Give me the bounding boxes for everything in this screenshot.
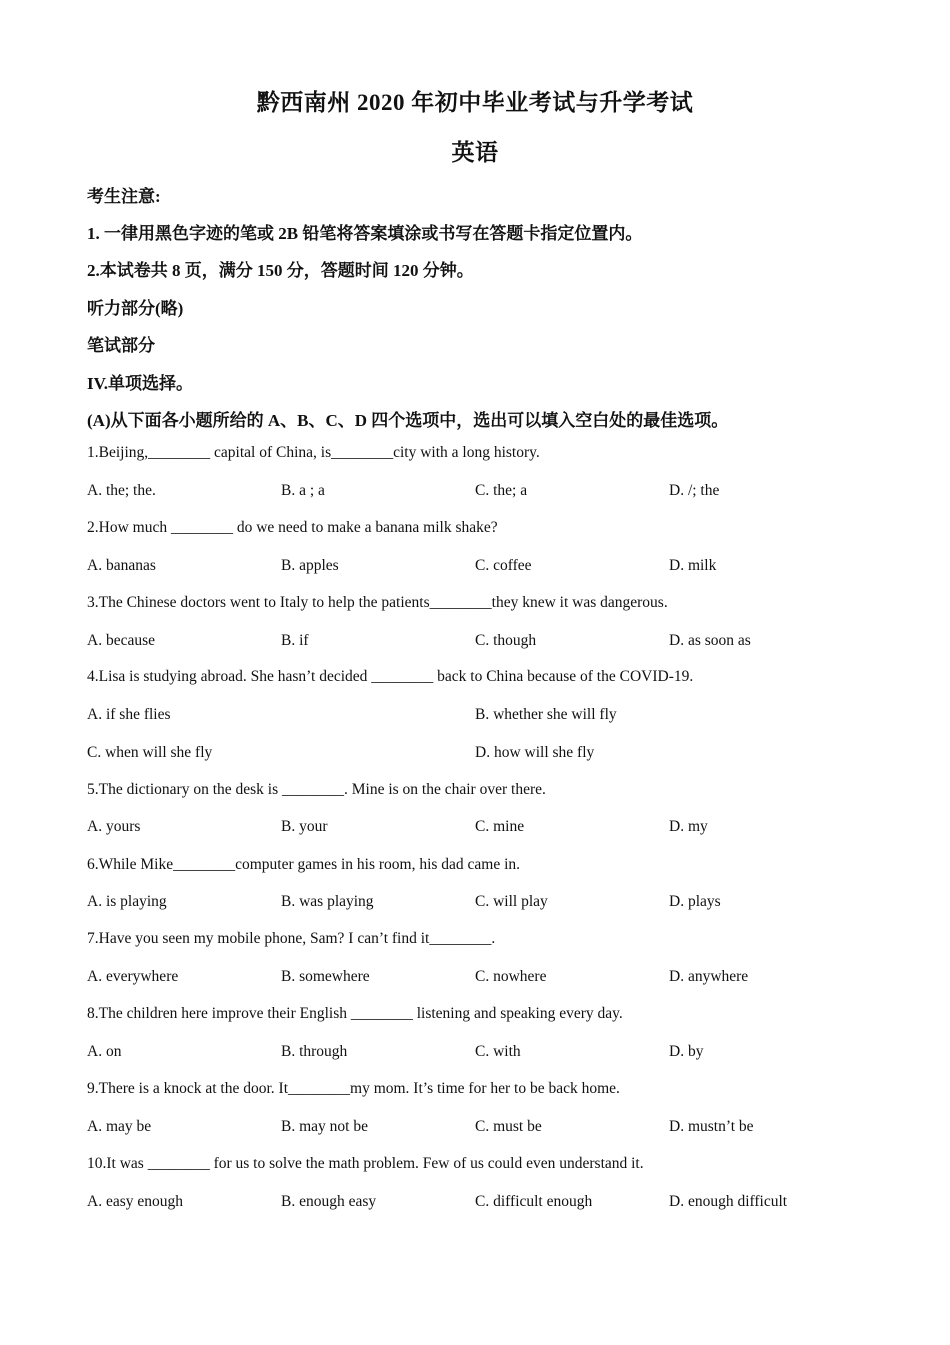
question-stem: 4.Lisa is studying abroad. She hasn’t decided ________ back to China because of the COVID-19. (87, 668, 694, 685)
option-a: A. yours (87, 818, 141, 835)
written-section: 笔试部分 (87, 336, 155, 355)
question-stem: 1.Beijing,________ capital of China, is________city with a long history. (87, 444, 540, 461)
option-c: C. when will she fly (87, 744, 213, 761)
option-a: A. is playing (87, 893, 167, 910)
option-c: C. with (475, 1043, 521, 1060)
option-a: A. the; the. (87, 482, 156, 499)
option-b: B. somewhere (281, 968, 370, 985)
notes-heading: 考生注意: (87, 187, 161, 206)
option-a: A. may be (87, 1118, 152, 1135)
option-d: D. mustn’t be (669, 1118, 754, 1135)
option-b: B. if (281, 632, 309, 649)
option-d: D. my (669, 818, 708, 835)
question-stem: 10.It was ________ for us to solve the math problem. Few of us could even understand it. (87, 1155, 644, 1172)
option-a: A. if she flies (87, 706, 171, 723)
option-c: C. will play (475, 893, 548, 910)
note-item: 1. 一律用黑色字迹的笔或 2B 铅笔将答案填涂或书写在答题卡指定位置内。 (87, 224, 643, 243)
question-stem: 2.How much ________ do we need to make a banana milk shake? (87, 519, 498, 536)
option-d: D. as soon as (669, 632, 751, 649)
option-d: D. by (669, 1043, 704, 1060)
option-a: A. because (87, 632, 155, 649)
option-d: D. anywhere (669, 968, 749, 985)
option-b: B. a ; a (281, 482, 325, 499)
exam-title: 黔西南州 2020 年初中毕业考试与升学考试 (256, 90, 694, 115)
option-d: D. how will she fly (475, 744, 595, 761)
listening-section: 听力部分(略) (87, 299, 184, 318)
option-b: B. enough easy (281, 1193, 377, 1210)
option-c: C. coffee (475, 557, 532, 574)
option-b: B. was playing (281, 893, 374, 910)
question-stem: 9.There is a knock at the door. It________my mom. It’s time for her to be back home. (87, 1080, 620, 1097)
option-c: C. difficult enough (475, 1193, 593, 1210)
question-stem: 3.The Chinese doctors went to Italy to help the patients________they knew it was dangerous. (87, 594, 668, 611)
option-b: B. through (281, 1043, 348, 1060)
note-item: 2.本试卷共 8 页，满分 150 分，答题时间 120 分钟。 (87, 261, 474, 280)
option-c: C. the; a (475, 482, 528, 499)
part-heading: IV.单项选择。 (87, 374, 193, 393)
option-d: D. enough difficult (669, 1193, 788, 1210)
subject-title: 英语 (451, 140, 499, 165)
question-stem: 6.While Mike________computer games in his room, his dad came in. (87, 856, 521, 873)
question-stem: 5.The dictionary on the desk is ________. Mine is on the chair over there. (87, 781, 546, 798)
option-a: A. bananas (87, 557, 156, 574)
question-stem: 8.The children here improve their English ________ listening and speaking every day. (87, 1005, 623, 1022)
option-b: B. whether she will fly (475, 706, 617, 723)
question-stem: 7.Have you seen my mobile phone, Sam? I can’t find it________. (87, 930, 496, 947)
option-d: D. /; the (669, 482, 720, 499)
option-c: C. nowhere (475, 968, 547, 985)
option-b: B. your (281, 818, 328, 835)
option-c: C. though (475, 632, 537, 649)
option-d: D. milk (669, 557, 717, 574)
option-b: B. apples (281, 557, 339, 574)
part-instruction: (A)从下面各小题所给的 A、B、C、D 四个选项中，选出可以填入空白处的最佳选项。 (87, 411, 729, 430)
option-a: A. everywhere (87, 968, 179, 985)
option-a: A. on (87, 1043, 122, 1060)
option-c: C. must be (475, 1118, 542, 1135)
option-b: B. may not be (281, 1118, 368, 1135)
option-c: C. mine (475, 818, 525, 835)
option-d: D. plays (669, 893, 721, 910)
option-a: A. easy enough (87, 1193, 183, 1210)
